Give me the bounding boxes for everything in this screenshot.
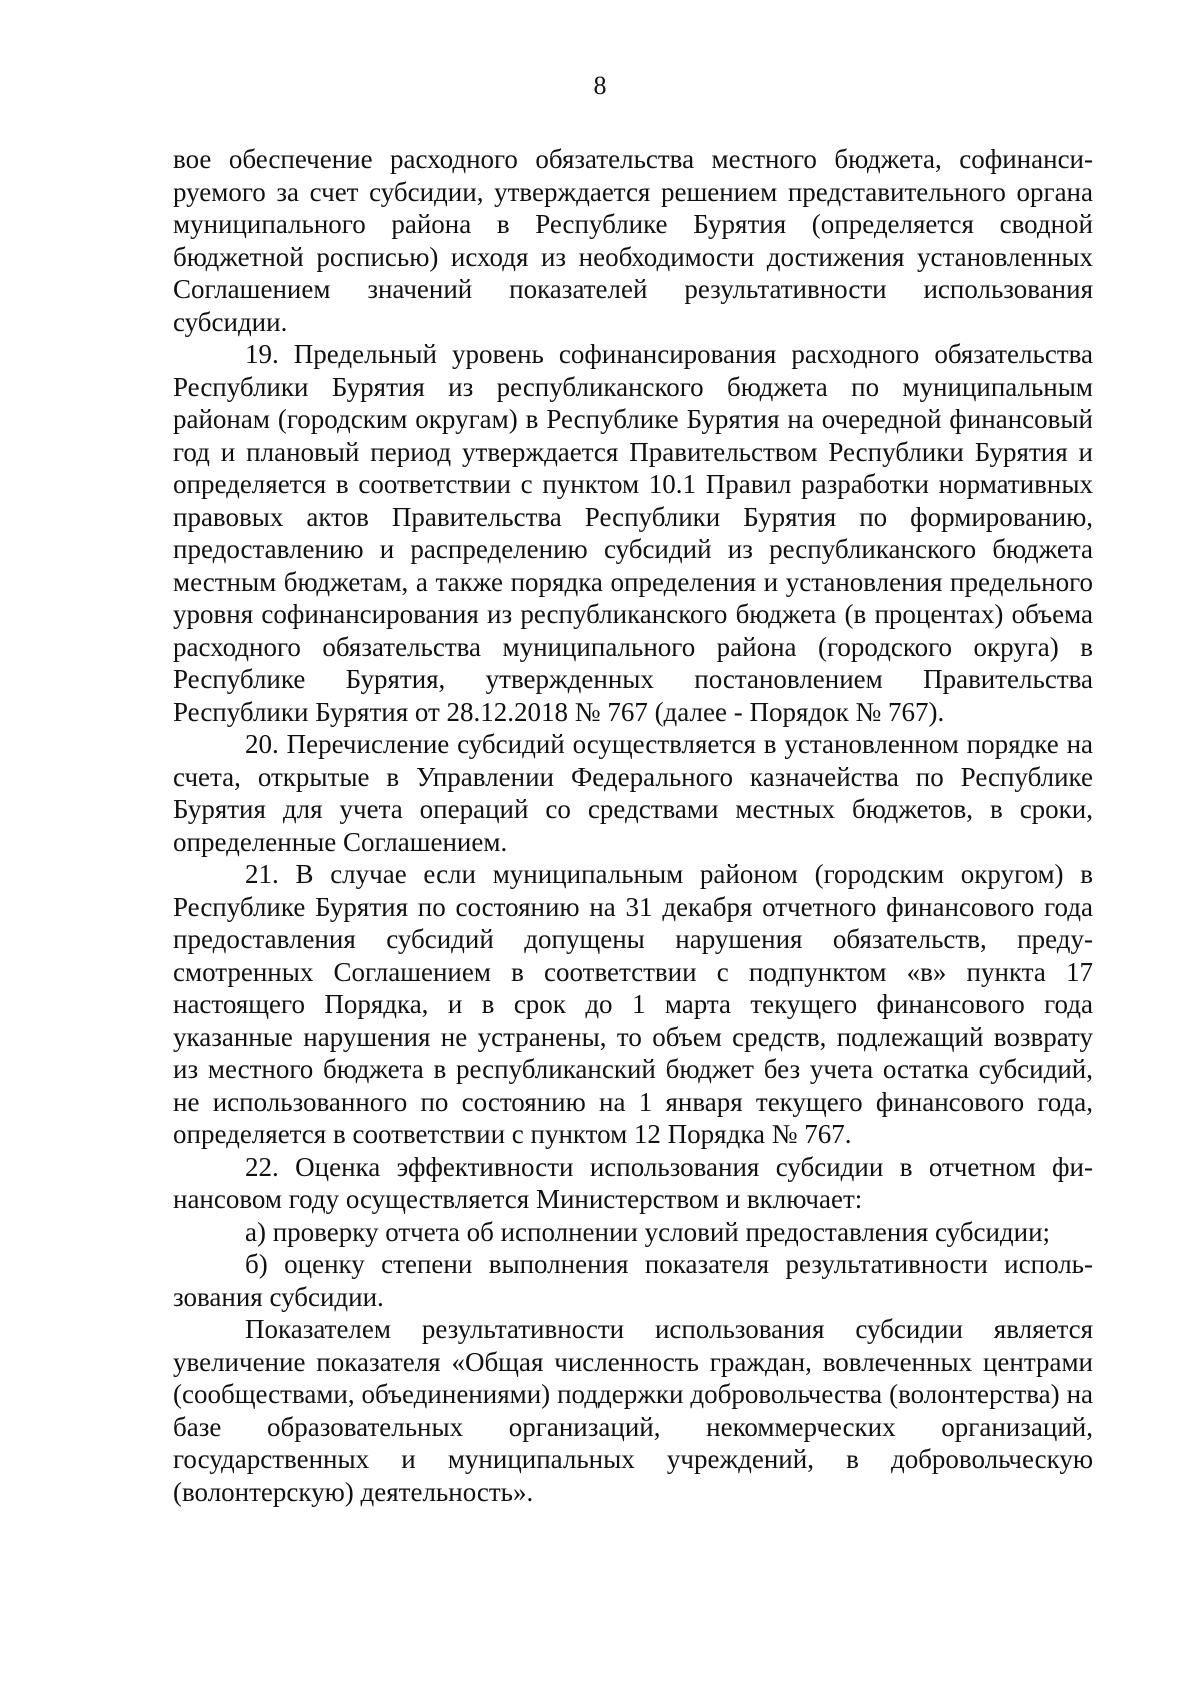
paragraph-22: 22. Оценка эффективности использования субсидии в отчетном финансовом году осуществляется Министерством и включает: [173,1151,1093,1214]
page-number: 8 [593,71,607,100]
paragraph-19: 19. Предельный уровень софинансирования расходного обязательства Республики Бурятия из республиканского бюджета по муниципальным районам (городским округам) в Республике Бурятия на очередной финансовый год и плановый период утверждается Правительством Республики Бурятия и определяется в соответствии с пунктом 10.1 Правил разработки нормативных правовых актов Правительства Республики Бурятия по формированию, предоставлению и распределению субсидий из республиканского бюджета местным бюджетам, а также порядка определения и установления предельного уровня софинансирования из республиканского бюджета (в процентах) объема расходного обязательства муниципального района (городского округа) в Республике Бурятия, утвержденных постановлением Правительства Республики Бурятия от 28.12.2018 № 767 (далее - Порядок № 767). [173,339,1093,727]
paragraph-indicator: Показателем результативности использования субсидии является увеличение показателя «Общая численность граждан, вовлеченных центрами (сообществами, объединениями) поддержки добровольчества (волонтерства) на базе образовательных организаций, некоммерческих организаций, государственных и муниципальных учреждений, в добровольческую (волонтерскую) деятельность». [173,1314,1093,1507]
paragraph-20: 20. Перечисление субсидий осуществляется в установленном порядке на счета, открытые в Управлении Федерального казначейства по Республике Бурятия для учета операций со средствами местных бюджетов, в сроки, определенные Соглашением. [173,729,1093,857]
list-item-a: а) проверку отчета об исполнении условий предоставления субсидии; [245,1216,1051,1247]
paragraph-21: 21. В случае если муниципальным районом (городским округом) в Республике Бурятия по состоянию на 31 декабря отчетного финансового года предоставления субсидий допущены нарушения обязательств, предусмотренных Соглашением в соответствии с подпунктом «в» пункта 17 настоящего Порядка, и в срок до 1 марта текущего финансового года указанные нарушения не устранены, то объем средств, подлежащий возврату из местного бюджета в республиканский бюджет без учета остатка субсидий, не использованного по состоянию на 1 января текущего финансового года, определяется в соответствии с пунктом 12 Порядка № 767. [173,859,1093,1149]
paragraph-continuation: вое обеспечение расходного обязательства местного бюджета, софинансируемого за счет субсидии, утверждается решением представительного органа муниципального района в Республике Бурятия (определяется сводной бюджетной росписью) исходя из необходимости достижения установленных Соглашением значений показателей результативности использования субсидии. [173,144,1093,337]
document-body [173,143,1093,1508]
list-item-b: б) оценку степени выполнения показателя результативности использования субсидии. [173,1249,1093,1312]
